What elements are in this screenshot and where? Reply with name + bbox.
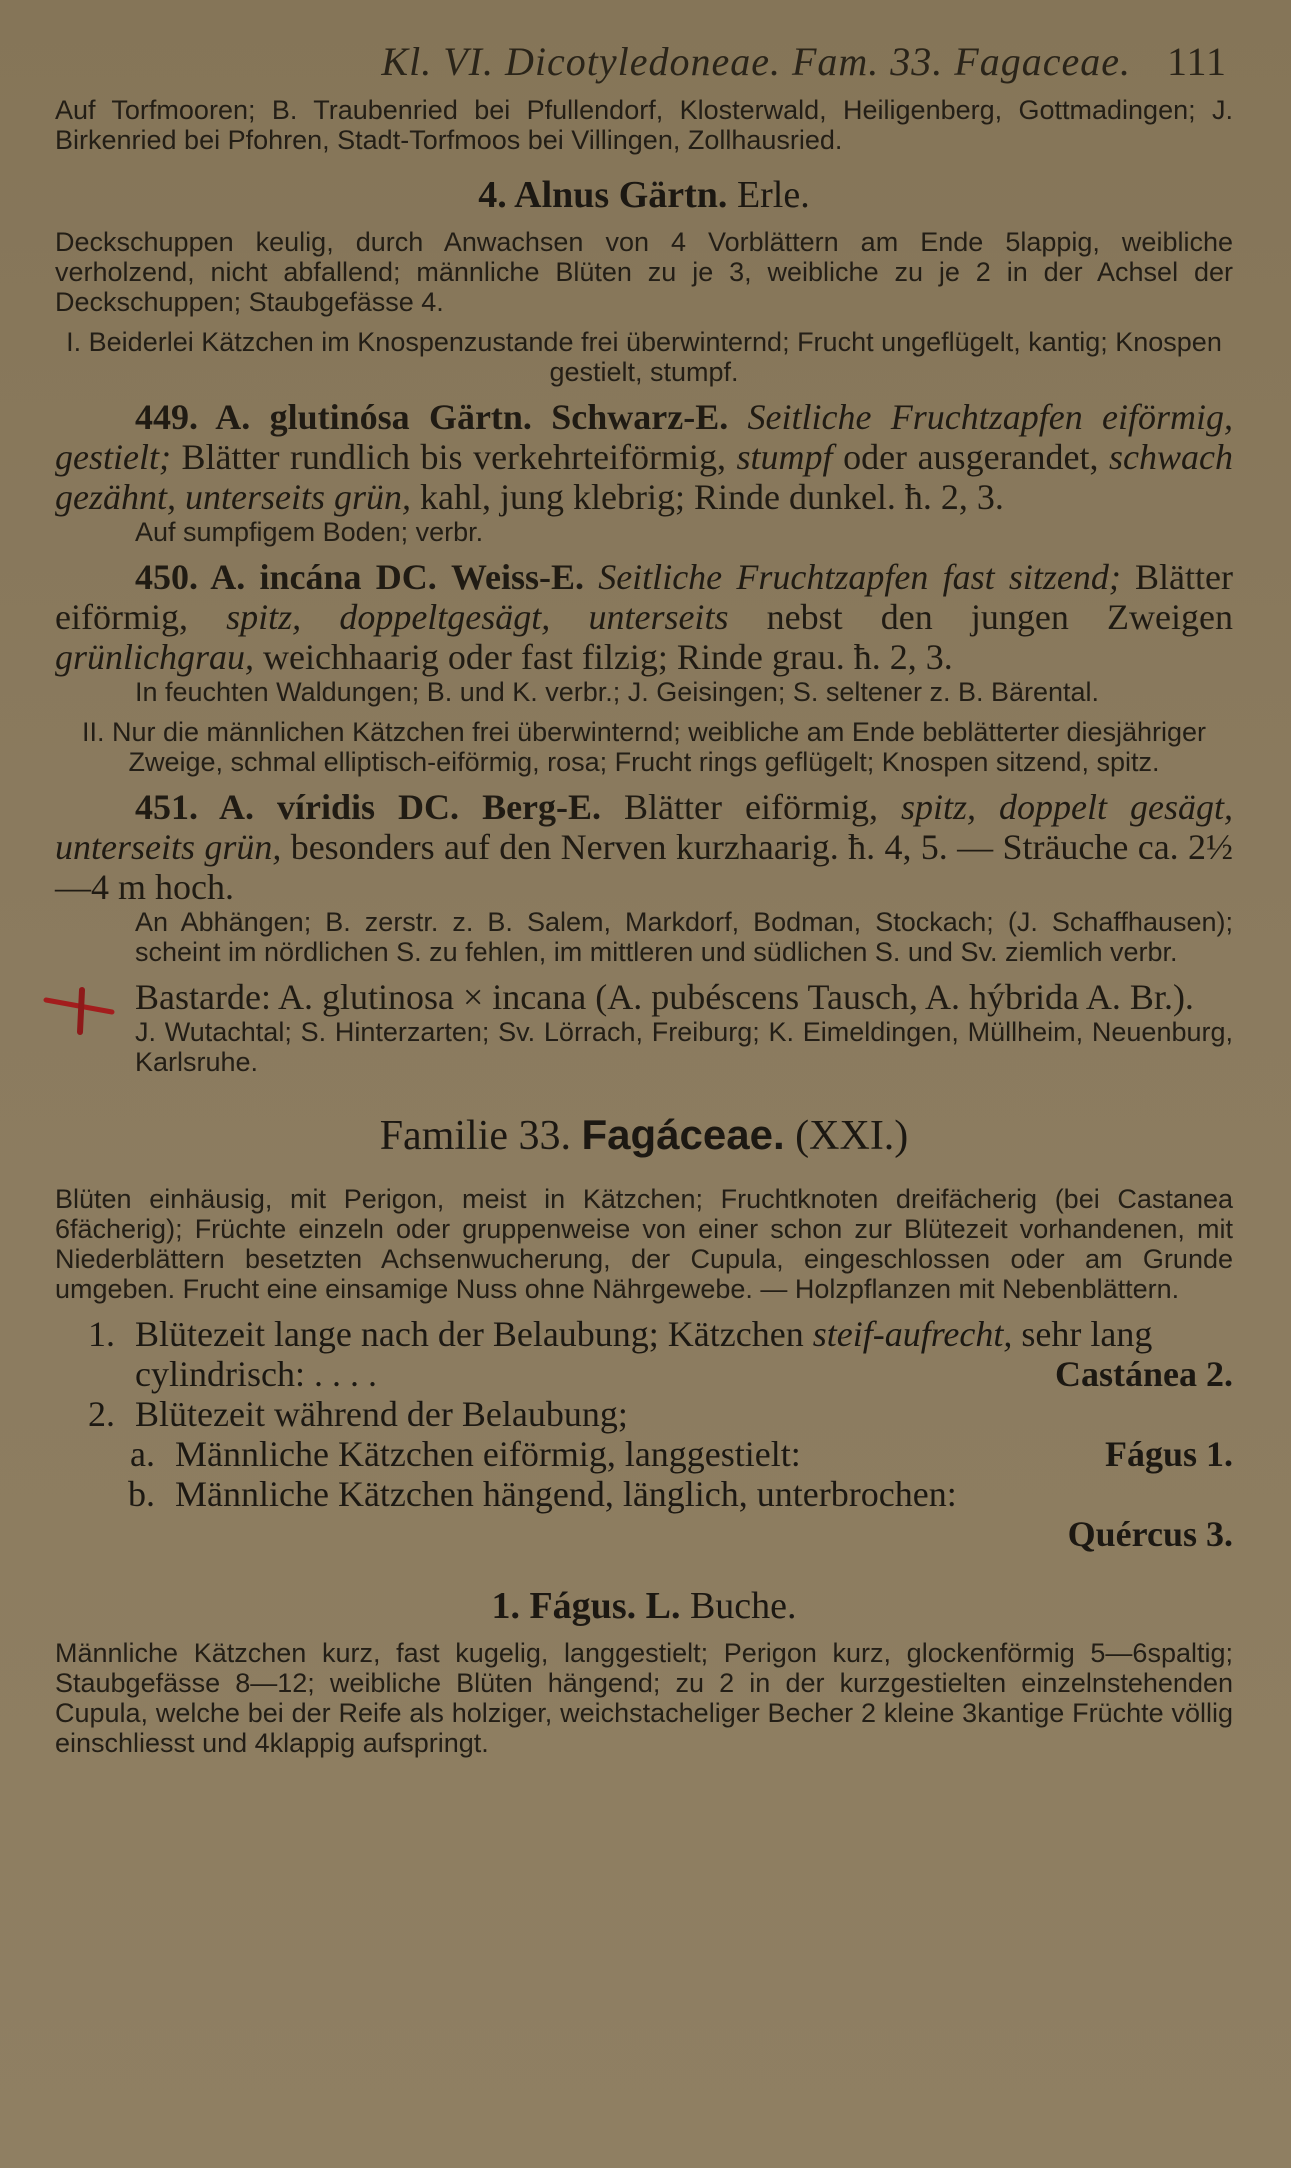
hybrids-habitat: J. Wutachtal; S. Hinterzarten; Sv. Lörrach, Freiburg; K. Eimeldingen, Müllheim, Neuenburg, Karlsruhe. [135, 1017, 1233, 1077]
species-common-name: Weiss-E. [450, 557, 584, 597]
species-name: 449. A. glutinósa Gärtn. [135, 397, 532, 437]
key-result: Fágus 1. [1104, 1434, 1233, 1474]
running-header [55, 38, 1233, 85]
header-title: Kl. VI. Dicotyledoneae. Fam. 33. Fagaceae. [381, 39, 1131, 84]
fagus-description: Männliche Kätzchen kurz, fast kugelig, langgestielt; Perigon kurz, glockenförmig 5—6spaltig; Staubgefässe 8—12; weibliche Blüten hängend; zu 2 in der kurzgestielten einzelnstehenden Cupula, welche bei der Reife als holziger, weichstacheliger Becher 2 kleine 3kantige Früchte völlig einschliesst und 4klappig aufspringt. [55, 1638, 1233, 1758]
key-result: Castánea 2. [1055, 1354, 1233, 1394]
red-cross-mark-icon [42, 986, 122, 1036]
species-451: 451. A. víridis DC. Berg-E. Blätter eiförmig, spitz, doppelt gesägt, unterseits grün, besonders auf den Nerven kurzhaarig. ħ. 4, 5. — Sträuche ca. 2½—4 m hoch. [55, 787, 1234, 907]
page-number: 111 [1166, 39, 1227, 84]
genus-heading-fagus [55, 1584, 1233, 1628]
key-line: b. Männliche Kätzchen hängend, länglich, unterbrochen: Quércus 3. [128, 1474, 1233, 1554]
species-450: 450. A. incána DC. Weiss-E. Seitliche Fruchtzapfen fast sitzend; Blätter eiförmig, spitz, doppeltgesägt, unterseits nebst den jungen Zweigen grünlichgrau, weichhaarig oder fast filzig; Rinde grau. ħ. 2, 3. [55, 557, 1234, 677]
family-heading: Familie 33. Fagáceae. (XXI.) [379, 1111, 909, 1159]
species-common-name: Berg-E. [482, 787, 602, 827]
genus-heading-alnus [55, 173, 1233, 217]
alnus-section-1: I. Beiderlei Kätzchen im Knospenzustande frei überwinternd; Frucht ungeflügelt, kantig; Knospen gestielt, stumpf. [66, 327, 1222, 387]
identification-key [55, 1314, 1233, 1554]
species-name: 451. A. víridis DC. [135, 787, 460, 827]
species-449-habitat: Auf sumpfigem Boden; verbr. [135, 517, 484, 547]
genus-common-name: Erle. [736, 174, 810, 216]
hybrids: Bastarde: A. glutinosa × incana (A. pubéscens Tausch, A. hýbrida A. Br.). [135, 977, 1194, 1017]
species-name: 450. A. incána DC. [135, 557, 437, 597]
family-description: Blüten einhäusig, mit Perigon, meist in Kätzchen; Fruchtknoten dreifächerig (bei Castanea 6fächerig); Früchte einzeln oder gruppenweise von einer schon zur Blütezeit vorhandenen, mit Niederblättern besetzten Achsenwucherung, der Cupula, eingeschlossen oder am Grunde umgeben. Frucht eine einsamige Nuss ohne Nährgewebe. — Holzpflanzen mit Nebenblättern. [55, 1184, 1233, 1304]
species-common-name: Schwarz-E. [551, 397, 729, 437]
intro-habitat: Auf Torfmooren; B. Traubenried bei Pfullendorf, Klosterwald, Heiligenberg, Gottmadingen; J. Birkenried bei Pfohren, Stadt-Torfmoos bei Villingen, Zollhausried. [55, 95, 1233, 155]
species-449: 449. A. glutinósa Gärtn. Schwarz-E. Seitliche Fruchtzapfen eiförmig, gestielt; Blätter rundlich bis verkehrteiförmig, stumpf oder ausgerandet, schwach gezähnt, unterseits grün, kahl, jung klebrig; Rinde dunkel. ħ. 2, 3. [55, 397, 1234, 517]
hybrids-label: Bastarde: A. glutinosa × incana [135, 977, 587, 1017]
key-line: 2. Blütezeit während der Belaubung; [88, 1394, 628, 1434]
alnus-section-2: II. Nur die männlichen Kätzchen frei überwinternd; weibliche am Ende beblätterter diesjähriger Zweige, schmal elliptisch-eiförmig, rosa; Frucht rings geflügelt; Knospen sitzend, spitz. [81, 717, 1207, 777]
key-line: 1. Blütezeit lange nach der Belaubung; Kätzchen steif-aufrecht, sehr lang cylindrisch: . . . . Castánea 2. [88, 1314, 1233, 1394]
genus-name: 1. Fágus. L. [491, 1585, 681, 1627]
key-line: a. Männliche Kätzchen eiförmig, langgestielt: Fágus 1. [130, 1434, 1233, 1474]
genus-common-name: Buche. [689, 1585, 797, 1627]
alnus-description: Deckschuppen keulig, durch Anwachsen von 4 Vorblättern am Ende 5lappig, weibliche verholzend, nicht abfallend; männliche Blüten zu je 3, weibliche zu je 2 in der Achsel der Deckschuppen; Staubgefässe 4. [55, 227, 1233, 317]
family-name: Fagáceae. [581, 1111, 785, 1158]
species-450-habitat: In feuchten Waldungen; B. und K. verbr.; J. Geisingen; S. seltener z. B. Bärental. [135, 677, 1100, 707]
genus-name: 4. Alnus Gärtn. [478, 174, 728, 216]
species-451-habitat: An Abhängen; B. zerstr. z. B. Salem, Markdorf, Bodman, Stockach; (J. Schaffhausen); scheint im nördlichen S. zu fehlen, im mittleren und südlichen S. und Sv. ziemlich verbr. [135, 907, 1233, 967]
key-result: Quércus 3. [1067, 1514, 1233, 1554]
